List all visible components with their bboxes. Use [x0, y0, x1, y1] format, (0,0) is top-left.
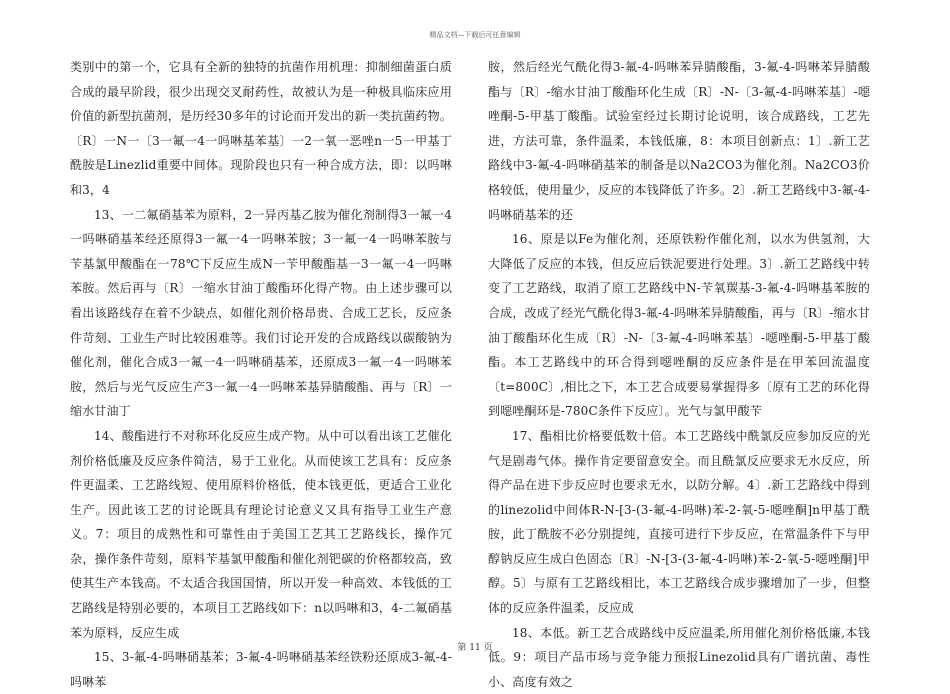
paragraph: 16、原是以Fe为催化剂，还原铁粉作催化剂，以水为供氢剂，大大降低了反应的本钱，但反应后铁泥要进行处理。3〕.新工艺路线中转变了工艺路线，取消了原工艺路线中N-苄氧羰基-3-氟-4-吗啉基苯胺的合成，改成了经光气酰化得3-氟-4-吗啉苯异腈酸酯，再与〔R〕-缩水甘油丁酸酯环化生成〔R〕-N-〔3-氟-4-吗啉苯基〕-噁唑酮-5-甲基丁酸酯。本工艺路线中的环合得到噁唑酮的反应条件是在甲苯回流温度〔t=800C〕,相比之下，本工艺合成要易掌握得多〔原有工艺的环化得到噁唑酮环是-780C条件下反应〕。光气与氯甲酸苄	[488, 232, 870, 419]
paragraph: 14、酸酯进行不对称环化反应生成产物。从中可以看出该工艺催化剂价格低廉及反应条件简洁，易于工业化。从而使该工艺具有：反应条件更温柔、工艺路线短、使用原料价格低，使本钱更低，更适合工业化生产。因此该工艺的讨论既具有理论讨论意义又具有指导工业生产意义。7：项目的成熟性和可靠性由于美国工艺其工艺路线长，操作冗杂，操作条件苛刻，原料苄基氯甲酸酯和催化剂钯碳的价格都较高，致使其生产本钱高。不太适合我国国情，所以开发一种高效、本钱低的工艺路线是特别必要的，本项目工艺路线如下：n以吗啉和3，4-二氟硝基苯为原料，反应生成	[70, 428, 452, 640]
right-column	[488, 55, 870, 694]
page-header: 精品文档—下载后可任意编辑	[429, 31, 521, 39]
paragraph: 15、3-氟-4-吗啉硝基苯；3-氟-4-吗啉硝基苯经铁粉还原成3-氟-4-吗啉苯	[70, 650, 452, 689]
paragraph: 13、一二氟硝基苯为原料，2一异丙基乙胺为催化剂制得3一氟一4一吗啉硝基苯经还原得3一氟一4一吗啉苯胺；3一氟一4一吗啉苯胺与苄基氯甲酸酯在一78℃下反应生成N一苄甲酸酯基一3一氟一4一吗啉苯胺。然后再与〔R〕一缩水甘油丁酸酯环化得产物。由上述步骤可以看出该路线存在着不少缺点，如催化剂价格昂贵、合成工艺长，反应条件苛刻、工业生产时比较困难等。我们讨论开发的合成路线以碳酸钠为催化剂，催化合成3一氟一4一吗啉硝基苯，还原成3一氟一4一吗啉苯胺，然后与光气反应生产3一氟一4一吗啉苯基异腈酸酯、再与〔R〕一缩水甘油丁	[70, 207, 452, 419]
left-column	[70, 55, 452, 694]
page-number: 第 11 页	[457, 643, 493, 653]
paragraph: 类别中的第一个，它具有全新的独特的抗菌作用机理：抑制细菌蛋白质合成的最早阶段，很少出现交叉耐药性，故被认为是一种极具临床应用价值的新型抗菌剂，是历经30多年的讨论而开发出的新一类抗菌药物。〔R〕一N一〔3一氟一4一吗啉基苯基〕一2一氧一恶唑n一5一甲基丁酰胺是Linezlid重要中间体。现阶段也只有一种合成方法，即：以吗啉和3，4	[70, 60, 452, 197]
paragraph: 胺，然后经光气酰化得3-氟-4-吗啉苯异腈酸酯，3-氟-4-吗啉苯异腈酸酯与〔R〕-缩水甘油丁酸酯环化生成〔R〕-N-〔3-氟-4-吗啉苯基〕-噁唑酮-5-甲基丁酸酯。试验室经过长期讨论说明，该合成路线，工艺先进，方法可靠，条件温柔，本钱低廉，8：本项目创新点：1〕.新工艺路线中3-氟-4-吗啉硝基苯的制备是以Na2CO3为催化剂。Na2CO3价格较低，使用量少，反应的本钱降低了许多。2〕.新工艺路线中3-氟-4-吗啉硝基苯的还	[488, 60, 870, 222]
paragraph: 18、本低。新工艺合成路线中反应温柔,所用催化剂价格低廉,本钱低。9：项目产品市场与竞争能力预报Linezolid具有广谱抗菌、毒性小、高度有效之	[488, 625, 870, 689]
paragraph: 17、酯相比价格要低数十倍。本工艺路线中酰氯反应参加反应的光气是剧毒气体。操作肯定要留意安全。而且酰氯反应要求无水反应，所得产品在进下步反应时也要求无水，以防分解。4〕.新工艺路线中得到的linezolid中间体R-N-[3-(3-氟-4-吗啉)苯-2-氧-5-噁唑酮]n甲基丁酰胺，此丁酰胺不必分别提纯，直接可进行下步反应，在常温条件下与甲醇钠反应生成白色固态〔R〕-N-[3-(3-氟-4-吗啉)苯-2-氧-5-噁唑酮]甲醇。5〕与原有工艺路线相比，本工艺路线合成步骤增加了一步，但整体的反应条件温柔，反应成	[488, 428, 870, 616]
